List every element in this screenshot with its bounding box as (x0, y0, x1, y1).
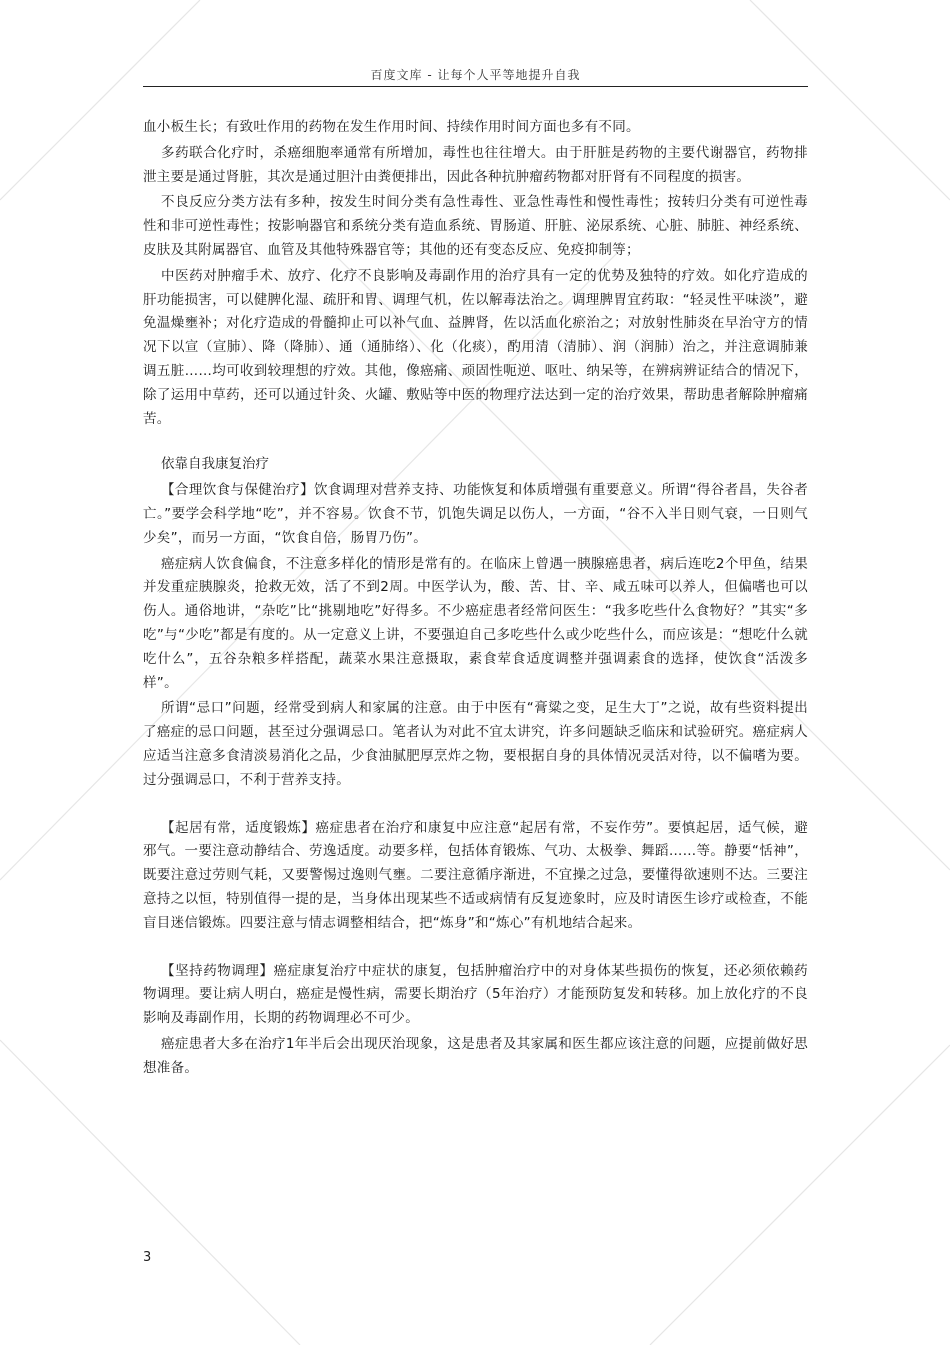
paragraph-exercise: 【起居有常，适度锻炼】癌症患者在治疗和康复中应注意“起居有常，不妄作劳”。要慎起居，适气候，避邪气。一要注意动静结合、劳逸适度。动要多样，包括体育锻炼、气功、太极拳、舞蹈……等。静要“恬神”，既要注意过劳则气耗，又要警惕过逸则气壅。二要注意循序渐进，不宜操之过急，要懂得欲速则不达。三要注意持之以恒，特别值得一提的是，当身体出现某些不适或病情有反复迹象时，应及时请医生诊疗或检查，不能盲目迷信锻炼。四要注意与情志调整相结合，把“炼身”和“炼心”有机地结合起来。 (143, 819, 808, 931)
page-header: 百度文库 - 让每个人平等地提升自我 (370, 68, 581, 82)
paragraph-diet-3: 所谓“忌口”问题，经常受到病人和家属的注意。由于中医有“膏粱之变，足生大丁”之说，故有些资料提出了癌症的忌口问题，甚至过分强调忌口。笔者认为对此不宜太讲究，许多问题缺乏临床和试验研究。癌症病人应适当注意多食清淡易消化之品，少食油腻肥厚烹炸之物，要根据自身的具体情况灵活对待，以不偏嗜为要。过分强调忌口，不利于营养支持。 (143, 700, 808, 788)
paragraph-1: 血小板生长；有致吐作用的药物在发生作用时间、持续作用时间方面也多有不同。 (143, 119, 640, 135)
paragraph-2: 多药联合化疗时，杀癌细胞率通常有所增加，毒性也往往增大。由于肝脏是药物的主要代谢器官，药物排泄主要是通过肾脏，其次是通过胆汁由粪便排出，因此各种抗肿瘤药物都对肝肾有不同程度的损害。 (143, 144, 808, 185)
document-body (143, 116, 808, 1082)
page-number: 3 (143, 1250, 152, 1265)
paragraph-diet-2: 癌症病人饮食偏食，不注意多样化的情形是常有的。在临床上曾遇一胰腺癌患者，病后连吃2个甲鱼，结果并发重症胰腺炎，抢救无效，活了不到2周。中医学认为，酸、苦、甘、辛、咸五味可以养人，但偏嗜也可以伤人。通俗地讲，“杂吃”比“挑剔地吃”好得多。不少癌症患者经常问医生：“我多吃些什么食物好？”其实“多吃”与“少吃”都是有度的。从一定意义上讲，不要强迫自己多吃些什么或少吃些什么，而应该是：“想吃什么就吃什么”，五谷杂粮多样搭配，蔬菜水果注意摄取，素食荤食适度调整并强调素食的选择，使饮食“活泼多样”。 (143, 555, 808, 691)
spacer (143, 795, 808, 817)
header-divider (143, 86, 808, 87)
spacer (143, 938, 808, 960)
paragraph-3: 不良反应分类方法有多种，按发生时间分类有急性毒性、亚急性毒性和慢性毒性；按转归分类有可逆性毒性和非可逆性毒性；按影响器官和系统分类有造血系统、胃肠道、肝脏、泌尿系统、心脏、肺脏、神经系统、皮肤及其附属器官、血管及其他特殊器官等；其他的还有变态反应、免疫抑制等； (143, 194, 808, 258)
paragraph-medication: 【坚持药物调理】癌症康复治疗中症状的康复，包括肿瘤治疗中的对身体某些损伤的恢复，还必须依赖药物调理。要让病人明白，癌症是慢性病，需要长期治疗（5年治疗）才能预防复发和转移。加上放化疗的不良影响及毒副作用，长期的药物调理必不可少。 (143, 962, 808, 1027)
paragraph-medication-2: 癌症患者大多在治疗1年半后会出现厌治现象，这是患者及其家属和医生都应该注意的问题，应提前做好思想准备。 (143, 1035, 808, 1076)
paragraph-diet: 【合理饮食与保健治疗】饮食调理对营养支持、功能恢复和体质增强有重要意义。所谓“得谷者昌，失谷者亡。”要学会科学地“吃”，并不容易。饮食不节，饥饱失调足以伤人，一方面，“谷不入半日则气衰，一日则气少矣”，而另一方面，“饮食自倍，肠胃乃伤”。 (143, 482, 808, 546)
paragraph-4: 中医药对肿瘤手术、放疗、化疗不良影响及毒副作用的治疗具有一定的优势及独特的疗效。如化疗造成的肝功能损害，可以健脾化湿、疏肝和胃、调理气机，佐以解毒法治之。调理脾胃宜药取：“轻灵性平味淡”，避免温燥壅补；对化疗造成的骨髓抑止可以补气血、益脾肾，佐以活血化瘀治之；对放射性肺炎在早治守方的情况下以宣（宣肺）、降（降肺）、通（通肺络）、化（化痰），酌用清（清肺）、润（润肺）治之，并注意调肺兼调五脏……均可收到较理想的疗效。其他，像癌痛、顽固性呃逆、呕吐、纳呆等，在辨病辨证结合的情况下，除了运用中草药，还可以通过针灸、火罐、敷贴等中医的物理疗法达到一定的治疗效果，帮助患者解除肿瘤痛苦。 (143, 267, 808, 427)
section-title: 依靠自我康复治疗 (161, 456, 269, 473)
